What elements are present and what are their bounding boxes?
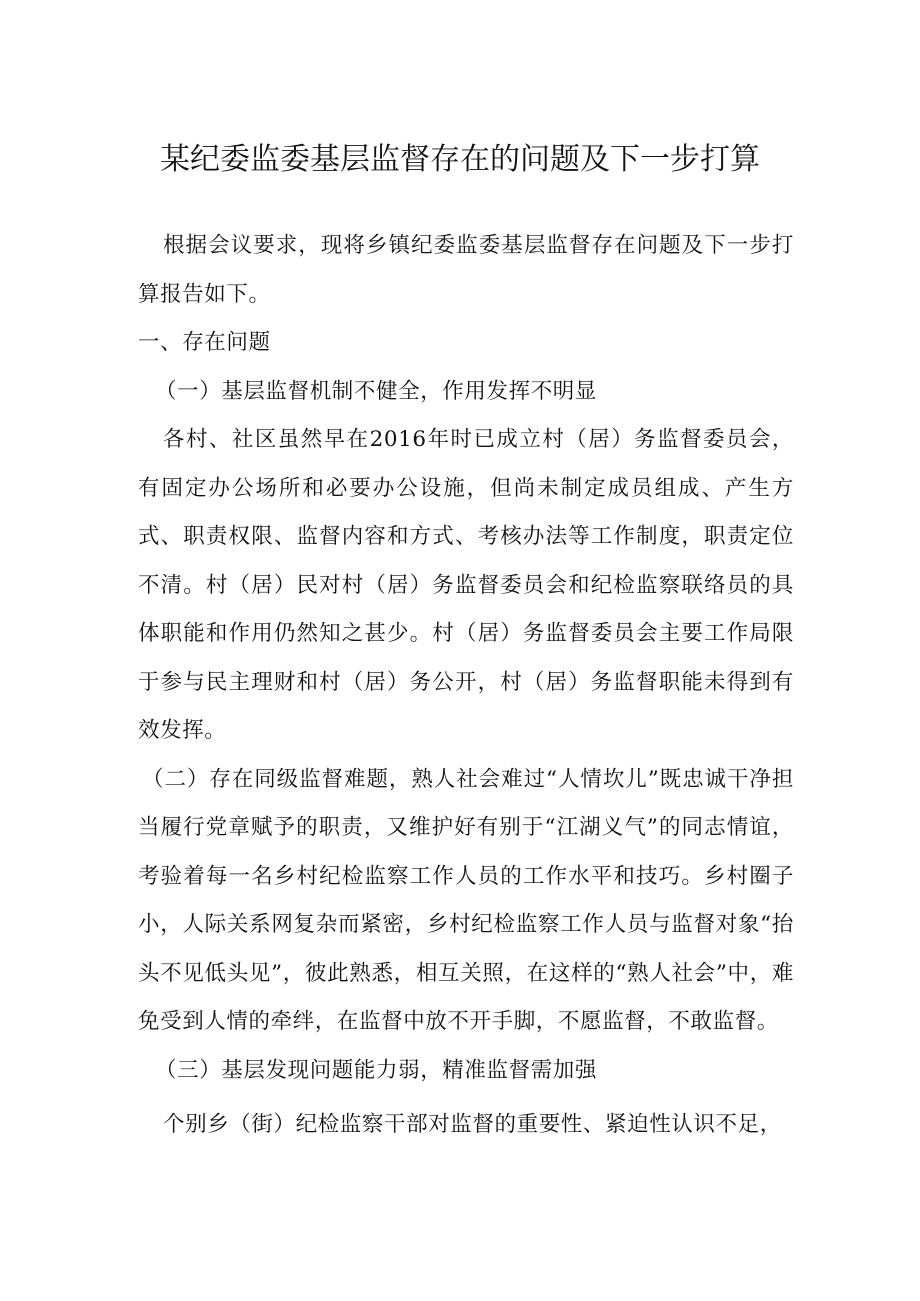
body-paragraph-3: 个别乡（街）纪检监察干部对监督的重要性、紧迫性认识不足， bbox=[163, 1112, 782, 1137]
document-title: 某纪委监委基层监督存在的问题及下一步打算 bbox=[160, 142, 760, 177]
body-paragraph-2: （二）存在同级监督难题，熟人社会难过“人情坎儿”既忠诚干净担当履行党章赋予的职责，又维护好有别于“江湖义气”的同志情谊，考验着每一名乡村纪检监察工作人员的工作水平和技巧。乡村圈子小，人际关系网复杂而紧密，乡村纪检监察工作人员与监督对象“抬头不见低头见”，彼此熟悉，相互关照，在这样的“熟人社会”中，难免受到人情的牵绊，在监督中放不开手脚，不愿监督，不敢监督。 bbox=[138, 766, 794, 1034]
section-heading-1: 一、存在问题 bbox=[138, 330, 271, 355]
subsection-heading-3: （三）基层发现问题能力弱，精准监督需加强 bbox=[155, 1057, 598, 1083]
intro-paragraph: 根据会议要求，现将乡镇纪委监委基层监督存在问题及下一步打算报告如下。 bbox=[138, 233, 794, 307]
document-body bbox=[138, 222, 794, 1150]
subsection-heading-1: （一）基层监督机制不健全，作用发挥不明显 bbox=[155, 378, 598, 404]
body-paragraph-1: 各村、社区虽然早在2016年时已成立村（居）务监督委员会，有固定办公场所和必要办公设施，但尚未制定成员组成、产生方式、职责权限、监督内容和方式、考核办法等工作制度，职责定位不清。村（居）民对村（居）务监督委员会和纪检监察联络员的具体职能和作用仍然知之甚少。村（居）务监督委员会主要工作局限于参与民主理财和村（居）务公开，村（居）务监督职能未得到有效发挥。 bbox=[138, 427, 794, 743]
